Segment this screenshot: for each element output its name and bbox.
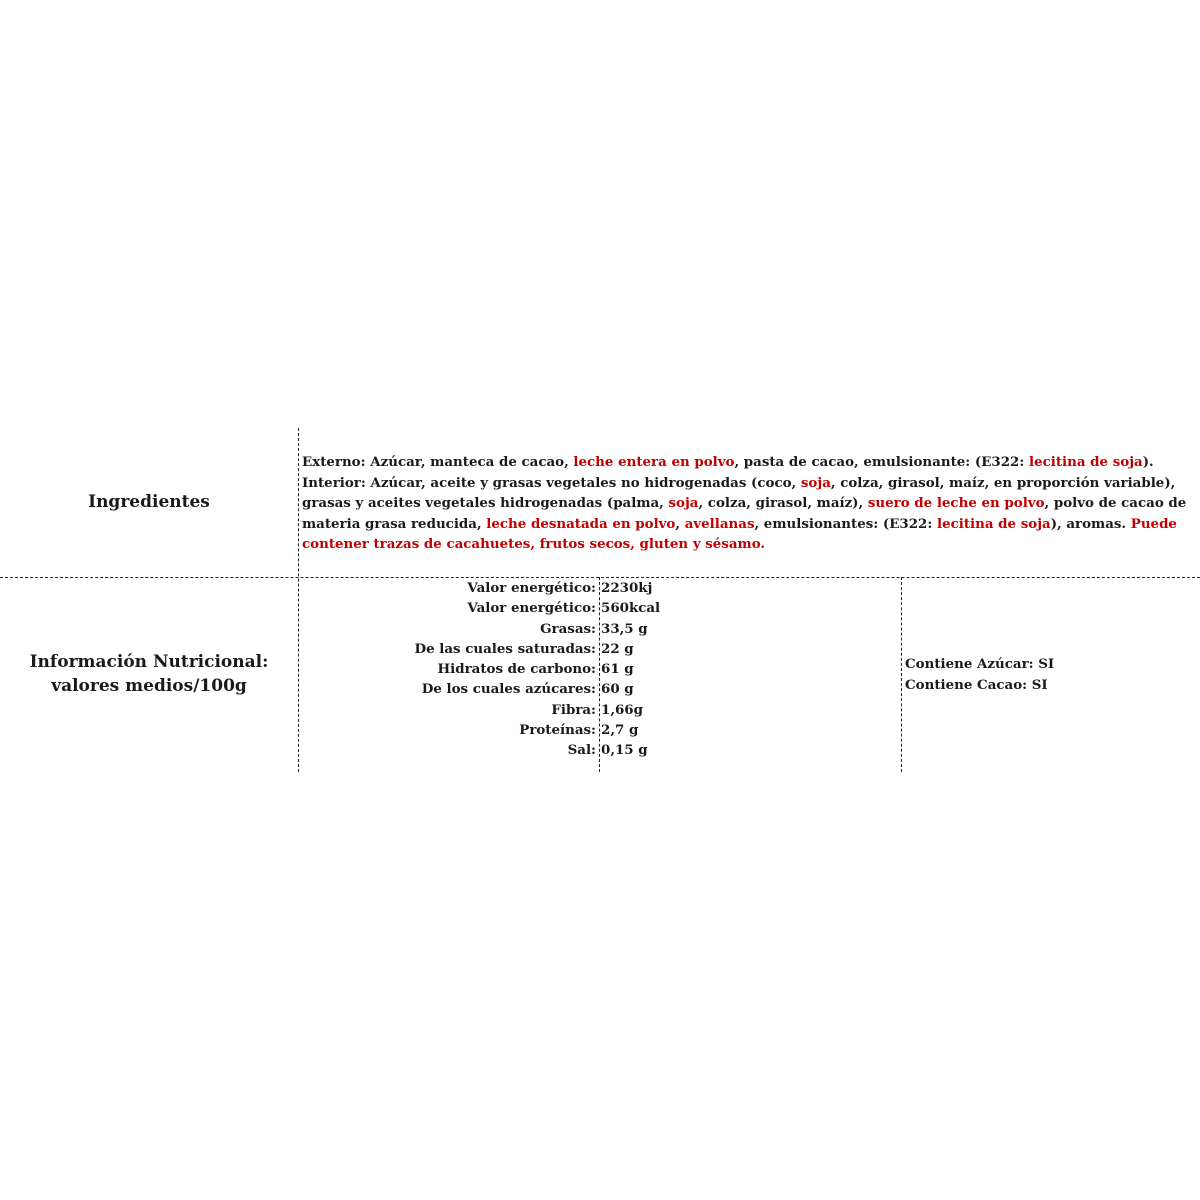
contains-item: Contiene Azúcar: SI	[905, 656, 1055, 672]
ingredient-text: ,	[675, 515, 685, 532]
nutrient-name: Grasas:	[540, 620, 596, 637]
nutrient-value: 61 g	[601, 661, 634, 678]
nutrition-row	[300, 659, 902, 679]
contains-list	[905, 654, 1054, 695]
ingredients-externo	[302, 452, 1198, 473]
nutrition-table	[300, 578, 902, 761]
ingredient-text: ).	[1142, 454, 1154, 470]
nutrient-name: Hidratos de carbono:	[437, 661, 596, 678]
allergen-text: leche entera en polvo	[573, 454, 735, 470]
nutrient-name: De los cuales azúcares:	[421, 681, 596, 698]
nutrient-value: 33,5 g	[601, 620, 648, 637]
nutrient-name: Valor energético:	[467, 600, 596, 617]
nutrient-value: 2230kj	[601, 580, 653, 596]
ingredient-text: , colza, girasol, maíz),	[698, 495, 868, 511]
allergen-text: leche desnatada en polvo	[486, 515, 676, 532]
ingredient-text: , polvo de cacao de materia grasa reducida,	[302, 495, 1187, 532]
nutrition-row	[300, 679, 902, 699]
nutrition-row	[300, 578, 902, 598]
nutrient-value: 560kcal	[601, 600, 661, 617]
nutrition-row	[300, 740, 902, 760]
label-column-divider	[298, 428, 299, 772]
nutrition-row	[300, 700, 902, 720]
nutrient-value: 1,66g	[601, 701, 643, 718]
nutrient-value: 2,7 g	[601, 722, 639, 739]
ingredient-text: Externo: Azúcar, manteca de cacao,	[302, 454, 574, 470]
allergen-text: soja	[800, 474, 831, 491]
nutrition-row	[300, 720, 902, 740]
nutrition-sheet	[0, 428, 1200, 772]
allergen-text: suero de leche en polvo	[867, 495, 1045, 511]
nutrition-row	[300, 639, 902, 659]
ingredient-text: ), aromas.	[1050, 515, 1131, 532]
ingredients-interior	[302, 473, 1198, 555]
ingredient-text: , colza, girasol, maíz, en proporción variable), grasas y aceites vegetales hidrogenadas (palma,	[302, 474, 1176, 511]
nutrition-label-line2: valores medios/100g	[51, 676, 247, 696]
ingredients-text	[302, 452, 1198, 555]
ingredient-text: , emulsionantes: (E322:	[754, 515, 937, 532]
contains-item: Contiene Cacao: SI	[905, 676, 1048, 693]
ingredients-label: Ingredientes	[88, 492, 210, 512]
nutrient-value: 60 g	[601, 681, 634, 698]
ingredient-text: Interior: Azúcar, aceite y grasas vegetales no hidrogenadas (coco,	[302, 474, 801, 491]
nutrition-row	[300, 619, 902, 639]
nutrition-label-line1: Información Nutricional:	[29, 652, 269, 672]
allergen-text: lecitina de soja	[1028, 454, 1143, 470]
nutrient-value: 0,15 g	[601, 742, 648, 759]
nutrient-value: 22 g	[601, 640, 634, 657]
allergen-text: avellanas	[684, 515, 755, 532]
nutrient-name: Sal:	[567, 742, 596, 759]
nutrition-label	[0, 650, 298, 698]
nutrient-name: De las cuales saturadas:	[414, 640, 596, 657]
allergen-text: Puede contener trazas de cacahuetes, frutos secos, gluten y sésamo.	[302, 515, 1177, 552]
nutrient-name: Valor energético:	[467, 580, 596, 596]
allergen-text: lecitina de soja	[936, 515, 1051, 532]
nutrient-name: Proteínas:	[519, 722, 596, 739]
nutrition-row	[300, 598, 902, 618]
ingredient-text: , pasta de cacao, emulsionante: (E322:	[734, 454, 1029, 470]
allergen-text: soja	[668, 495, 699, 511]
nutrient-name: Fibra:	[551, 701, 596, 718]
